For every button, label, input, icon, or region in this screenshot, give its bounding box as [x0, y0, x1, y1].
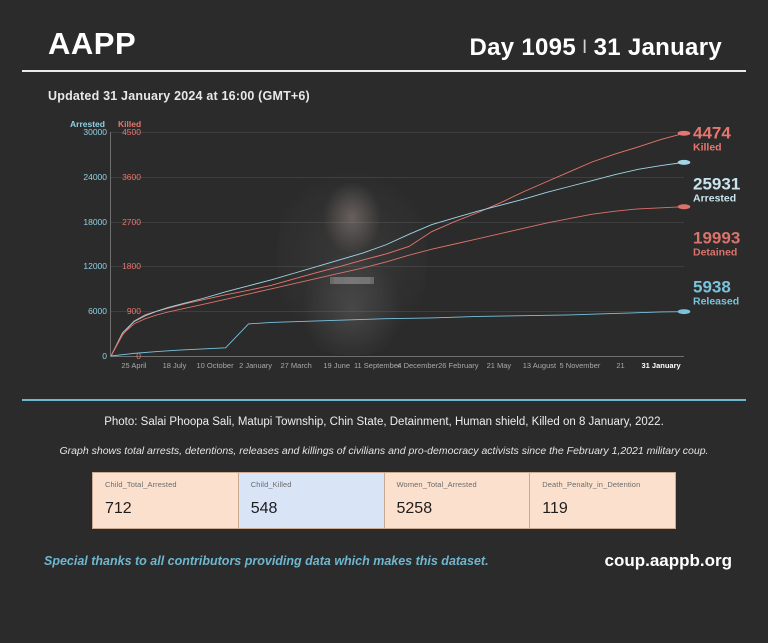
- section-divider: [22, 399, 746, 401]
- x-tick-label: 5 November: [559, 361, 601, 370]
- end-value-detained: 19993: [693, 228, 741, 248]
- end-label-released: [693, 279, 739, 308]
- updated-timestamp: Updated 31 January 2024 at 16:00 (GMT+6): [48, 89, 310, 103]
- stat-label: Child_Killed: [250, 480, 292, 489]
- chart-gridline: [111, 132, 684, 133]
- y-tick-arrested: 0: [102, 351, 107, 361]
- series-line-released: [111, 312, 684, 356]
- axis-head-killed: Killed: [118, 119, 142, 129]
- stat-value: 548: [250, 500, 278, 517]
- series-endpoint-arrested: [678, 160, 691, 165]
- end-caption-released: Released: [693, 295, 740, 308]
- y-tick-killed: 900: [126, 306, 141, 317]
- graph-note: Graph shows total arrests, detentions, releases and killings of civilians and pro-democracy activists since the February 1,2021 military coup.: [59, 445, 709, 457]
- x-tick-label: 13 August: [522, 361, 557, 370]
- end-caption-arrested: Arrested: [693, 192, 737, 205]
- x-tick-label: 25 April: [121, 361, 147, 370]
- stat-box: [93, 473, 239, 528]
- y-tick-arrested: 18000: [83, 216, 107, 227]
- chart-container: [22, 119, 746, 389]
- end-value-arrested: 25931: [693, 174, 741, 194]
- stat-box: [530, 473, 675, 528]
- x-tick-label: 26 February: [438, 361, 479, 370]
- chart-gridline: [111, 311, 684, 312]
- stat-box: [385, 473, 531, 528]
- end-value-released: 5938: [693, 277, 731, 297]
- chart-gridline: [111, 266, 684, 267]
- y-tick-killed: 1800: [122, 261, 141, 272]
- stat-label: Child_Total_Arrested: [105, 480, 177, 489]
- chart-series-svg: [111, 132, 684, 356]
- series-line-killed: [111, 133, 684, 356]
- poster-footer: [44, 551, 732, 571]
- website-link[interactable]: coup.aappb.org: [604, 551, 732, 570]
- day-separator: I: [581, 37, 588, 58]
- stat-label: Death_Penalty_in_Detention: [542, 480, 641, 489]
- chart-plot-area: [83, 123, 741, 370]
- stat-value: 712: [105, 500, 132, 517]
- x-tick-label: 19 June: [323, 361, 351, 370]
- chart-panel: [56, 119, 746, 389]
- stat-value: 119: [542, 500, 568, 517]
- y-tick-arrested: 6000: [88, 306, 107, 317]
- axis-head-arrested: Arrested: [70, 119, 105, 129]
- brand-title: AAPP: [48, 26, 137, 61]
- poster-header: [22, 18, 746, 72]
- x-tick-label: 18 July: [162, 361, 187, 370]
- end-caption-detained: Detained: [693, 246, 738, 259]
- series-line-detained: [111, 207, 684, 356]
- day-date: 31 January: [593, 34, 722, 61]
- end-value-killed: 4474: [693, 123, 731, 143]
- x-tick-label: 2 January: [239, 361, 273, 370]
- chart-gridline: [111, 177, 684, 178]
- day-counter: [469, 34, 722, 62]
- series-endpoint-detained: [678, 204, 691, 209]
- end-label-killed: [693, 124, 731, 153]
- thanks-text: Special thanks to all contributors providing data which makes this dataset.: [44, 554, 489, 568]
- x-tick-label: 21 May: [486, 361, 512, 370]
- day-number: Day 1095: [469, 34, 576, 61]
- y-tick-arrested: 24000: [83, 171, 107, 182]
- x-tick-label: 11 September: [353, 361, 401, 370]
- y-tick-arrested: 30000: [83, 127, 107, 137]
- chart-gridline: [111, 222, 684, 223]
- stat-value: 5258: [396, 500, 433, 517]
- x-tick-label: 27 March: [280, 361, 312, 370]
- y-tick-arrested: 12000: [83, 261, 107, 272]
- stat-label: Women_Total_Arrested: [396, 480, 477, 489]
- stat-box: [239, 473, 385, 528]
- end-label-detained: [693, 230, 740, 259]
- photo-credit: Photo: Salai Phoopa Sali, Matupi Township, Chin State, Detainment, Human shield, Killed on 8 January, 2022.: [104, 416, 664, 428]
- x-tick-label: 10 October: [196, 361, 234, 370]
- x-tick-label: 31 January: [641, 361, 681, 370]
- y-tick-killed: 0: [136, 351, 141, 361]
- end-label-arrested: [693, 176, 740, 205]
- end-caption-killed: Killed: [693, 141, 722, 154]
- x-tick-label: 21: [616, 361, 625, 370]
- stat-box-row: [92, 472, 676, 529]
- series-line-arrested: [111, 162, 684, 356]
- y-tick-killed: 4500: [122, 127, 141, 137]
- y-tick-killed: 2700: [122, 216, 141, 227]
- x-tick-label: 4 December: [397, 361, 439, 370]
- y-tick-killed: 3600: [122, 171, 141, 182]
